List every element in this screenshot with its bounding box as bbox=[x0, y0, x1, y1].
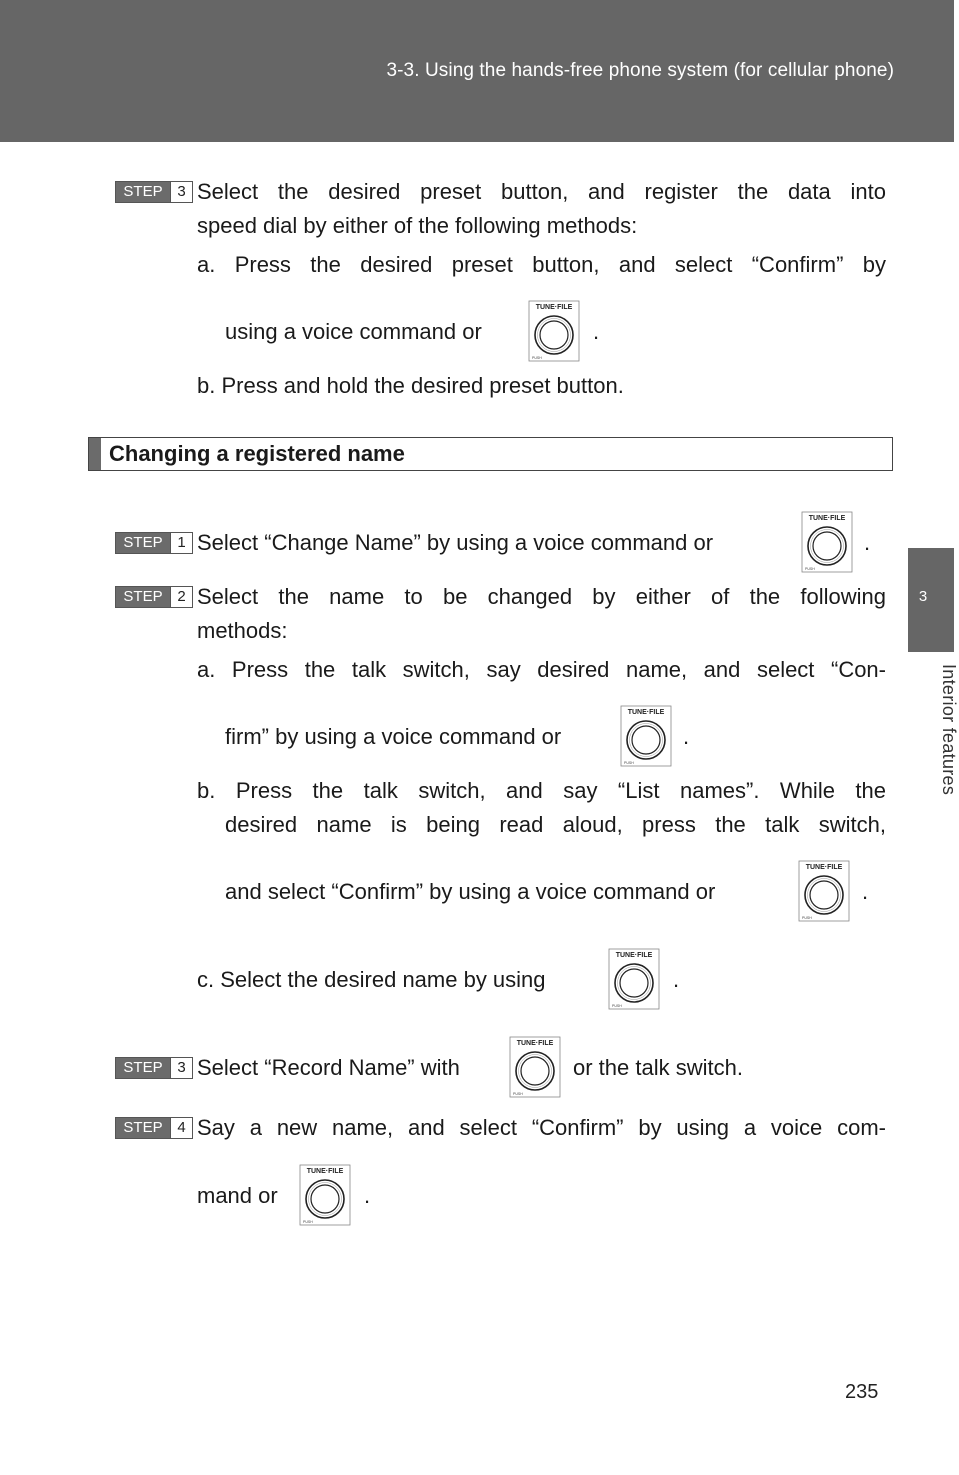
tune-file-knob-icon bbox=[620, 705, 672, 767]
method-b-text: b. Press the talk switch, and say “List names”. While the bbox=[197, 778, 886, 803]
step-text: speed dial by either of the following methods: bbox=[197, 213, 638, 238]
tune-file-knob-icon bbox=[509, 1036, 561, 1098]
method-a-text: a. Press the desired preset button, and select “Confirm” by bbox=[197, 252, 886, 277]
punctuation: . bbox=[593, 319, 600, 344]
method-b-text: and select “Confirm” by using a voice command or bbox=[225, 879, 716, 904]
section-accent bbox=[89, 438, 101, 470]
svg-text:PUSH: PUSH bbox=[802, 916, 812, 920]
punctuation: . bbox=[673, 967, 680, 992]
chapter-label: Interior features bbox=[939, 664, 959, 796]
punctuation: . bbox=[862, 879, 869, 904]
section-title-bar bbox=[88, 437, 893, 471]
step-text: Select the name to be changed by either of the following bbox=[197, 584, 886, 609]
page-number: 235 bbox=[845, 1381, 879, 1403]
step-number: 1 bbox=[170, 533, 192, 553]
section-heading: 3-3. Using the hands-free phone system (for cellular phone) bbox=[386, 60, 894, 81]
svg-text:PUSH: PUSH bbox=[303, 1220, 313, 1224]
svg-text:TUNE·FILE: TUNE·FILE bbox=[516, 1040, 554, 1047]
step-label: STEP bbox=[116, 587, 170, 607]
method-a-text: using a voice command or bbox=[225, 319, 482, 344]
step-badge bbox=[115, 1057, 193, 1079]
svg-text:TUNE·FILE: TUNE·FILE bbox=[615, 952, 653, 959]
step-number: 3 bbox=[170, 1058, 192, 1078]
step-badge bbox=[115, 181, 193, 203]
tune-file-knob-icon bbox=[299, 1164, 351, 1226]
step-label: STEP bbox=[116, 1058, 170, 1078]
svg-text:TUNE·FILE: TUNE·FILE bbox=[306, 1168, 344, 1175]
page-header bbox=[0, 0, 954, 142]
svg-text:PUSH: PUSH bbox=[612, 1004, 622, 1008]
section-title: Changing a registered name bbox=[109, 441, 405, 466]
punctuation: . bbox=[683, 724, 690, 749]
svg-text:PUSH: PUSH bbox=[513, 1092, 523, 1096]
step-label: STEP bbox=[116, 533, 170, 553]
svg-text:PUSH: PUSH bbox=[624, 761, 634, 765]
tune-file-knob-icon bbox=[801, 511, 853, 573]
method-b-text: desired name is being read aloud, press the talk switch, bbox=[225, 812, 886, 837]
method-a-text: firm” by using a voice command or bbox=[225, 724, 562, 749]
svg-text:PUSH: PUSH bbox=[805, 567, 815, 571]
step-number: 3 bbox=[170, 182, 192, 202]
svg-text:TUNE·FILE: TUNE·FILE bbox=[535, 304, 573, 311]
step-badge bbox=[115, 1117, 193, 1139]
step-text: methods: bbox=[197, 618, 288, 643]
method-b-text: b. Press and hold the desired preset button. bbox=[197, 373, 624, 398]
svg-text:PUSH: PUSH bbox=[532, 356, 542, 360]
step-label: STEP bbox=[116, 182, 170, 202]
step-badge bbox=[115, 586, 193, 608]
step-text: mand or bbox=[197, 1183, 278, 1208]
step-label: STEP bbox=[116, 1118, 170, 1138]
chapter-tab bbox=[908, 548, 954, 652]
step-text: or the talk switch. bbox=[573, 1055, 743, 1080]
svg-text:TUNE·FILE: TUNE·FILE bbox=[808, 515, 846, 522]
step-text: Select “Record Name” with bbox=[197, 1055, 460, 1080]
step-text: Select “Change Name” by using a voice command or bbox=[197, 530, 714, 555]
step-number: 2 bbox=[170, 587, 192, 607]
method-c-text: c. Select the desired name by using bbox=[197, 967, 546, 992]
chapter-number: 3 bbox=[918, 588, 928, 605]
tune-file-knob-icon bbox=[608, 948, 660, 1010]
tune-file-knob-icon bbox=[798, 860, 850, 922]
punctuation: . bbox=[364, 1183, 371, 1208]
punctuation: . bbox=[864, 530, 871, 555]
step-number: 4 bbox=[170, 1118, 192, 1138]
step-text: Say a new name, and select “Confirm” by using a voice com- bbox=[197, 1115, 886, 1140]
step-badge bbox=[115, 532, 193, 554]
svg-text:TUNE·FILE: TUNE·FILE bbox=[805, 864, 843, 871]
step-text: Select the desired preset button, and register the data into bbox=[197, 179, 886, 204]
method-a-text: a. Press the talk switch, say desired name, and select “Con- bbox=[197, 657, 886, 682]
tune-file-knob-icon bbox=[528, 300, 580, 362]
svg-text:TUNE·FILE: TUNE·FILE bbox=[627, 709, 665, 716]
